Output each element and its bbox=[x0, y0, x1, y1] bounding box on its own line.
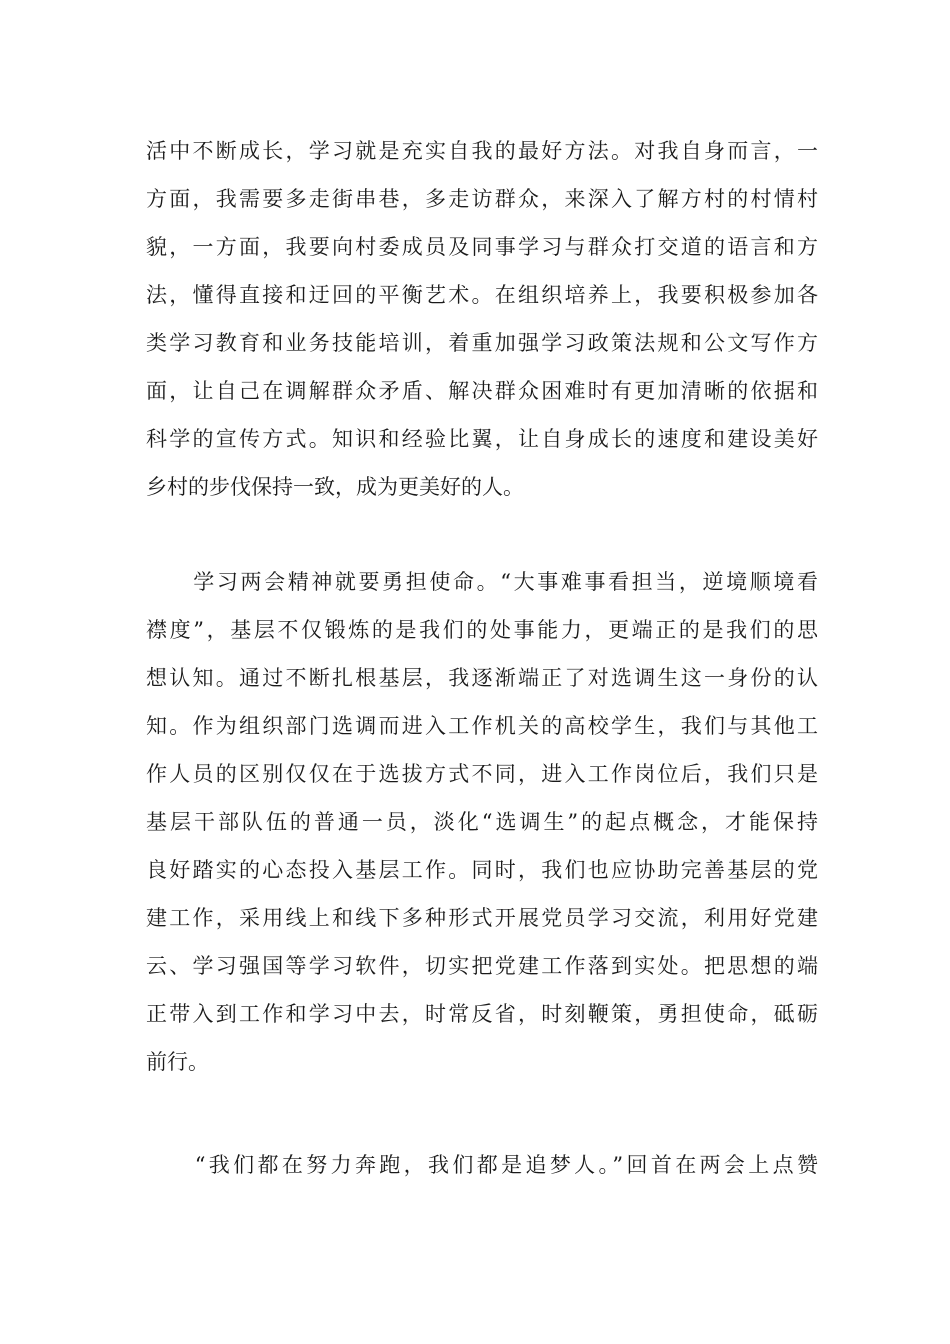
text-line: 乡村的步伐保持一致，成为更美好的人。 bbox=[146, 475, 524, 499]
paragraph-2 bbox=[146, 558, 818, 1086]
text-line: 想认知。通过不断扎根基层，我逐渐端正了对选调生这一身份的认 bbox=[146, 666, 818, 690]
text-line: 类学习教育和业务技能培训，着重加强学习政策法规和公文写作方 bbox=[146, 331, 818, 355]
text-line: 良好踏实的心态投入基层工作。同时，我们也应协助完善基层的党 bbox=[146, 858, 818, 882]
text-line: 正带入到工作和学习中去，时常反省，时刻鞭策，勇担使命，砥砺 bbox=[146, 1002, 818, 1026]
text-line: 面，让自己在调解群众矛盾、解决群众困难时有更加清晰的依据和 bbox=[146, 379, 818, 403]
text-line: “我们都在努力奔跑，我们都是追梦人。”回首在两会上点赞 bbox=[146, 1153, 818, 1177]
paragraph-1 bbox=[146, 127, 818, 511]
text-line: 云、学习强国等学习软件，切实把党建工作落到实处。把思想的端 bbox=[146, 954, 818, 978]
text-line: 科学的宣传方式。知识和经验比翼，让自身成长的速度和建设美好 bbox=[146, 427, 818, 451]
text-line: 活中不断成长，学习就是充实自我的最好方法。对我自身而言，一 bbox=[146, 139, 818, 163]
text-line: 方面，我需要多走街串巷，多走访群众，来深入了解方村的村情村 bbox=[146, 187, 818, 211]
text-line: 前行。 bbox=[146, 1050, 209, 1074]
text-line: 学习两会精神就要勇担使命。“大事难事看担当，逆境顺境看 bbox=[146, 570, 818, 594]
text-line: 襟度”，基层不仅锻炼的是我们的处事能力，更端正的是我们的思 bbox=[146, 618, 818, 642]
text-line: 貌，一方面，我要向村委成员及同事学习与群众打交道的语言和方 bbox=[146, 235, 818, 259]
text-line: 知。作为组织部门选调而进入工作机关的高校学生，我们与其他工 bbox=[146, 714, 818, 738]
paragraph-3 bbox=[146, 1141, 818, 1189]
text-line: 法，懂得直接和迂回的平衡艺术。在组织培养上，我要积极参加各 bbox=[146, 283, 818, 307]
text-line: 基层干部队伍的普通一员，淡化“选调生”的起点概念，才能保持 bbox=[146, 810, 818, 834]
text-line: 作人员的区别仅仅在于选拔方式不同，进入工作岗位后，我们只是 bbox=[146, 762, 818, 786]
text-line: 建工作，采用线上和线下多种形式开展党员学习交流，利用好党建 bbox=[146, 906, 818, 930]
